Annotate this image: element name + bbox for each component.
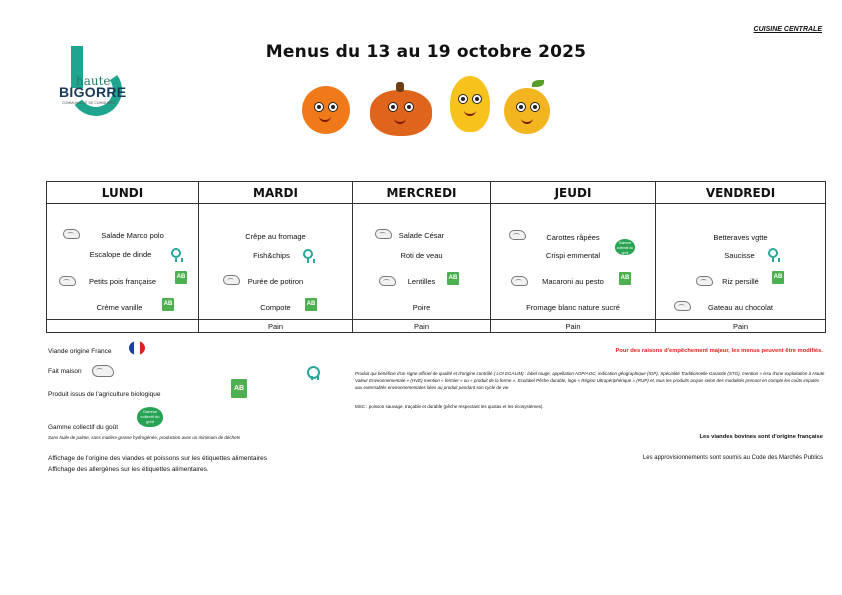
bovines-note: Les viandes bovines sont d'origine française [699, 434, 823, 440]
bread-row-divider [199, 319, 352, 320]
day-header-mardi: MARDI [199, 182, 353, 204]
apple-icon [504, 88, 550, 134]
bread-label: Pain [413, 322, 429, 331]
day-column-lundi [47, 204, 199, 333]
dish-dessert: Poire [412, 303, 431, 312]
dish-dessert: Gateau au chocolat [707, 303, 774, 312]
legend-gamme-note: Sans huile de palme, sans matière grasse hydrogénée, production avec un minimum de déchets [48, 435, 241, 440]
dish-starter: Salade Marco polo [101, 231, 164, 240]
dish-starter: Betteraves vgtte [713, 233, 768, 242]
orange-icon [302, 86, 350, 134]
day-column-mercredi [353, 204, 491, 333]
gout-collectif-icon: Gamme collectif du goût [616, 241, 634, 255]
logo-bigorre: BIGORRE [59, 84, 127, 100]
quality-label-icon [303, 249, 313, 259]
dish-side: Petits pois française [88, 277, 157, 286]
day-header-jeudi: JEUDI [491, 182, 656, 204]
fruit-illustration [292, 70, 560, 142]
dish-side: Purée de potiron [247, 277, 304, 286]
organic-ab-icon: AB [305, 298, 317, 311]
logo-subtitle: COMMUNAUTÉ DE COMMUNES [62, 101, 116, 105]
kitchen-label: CUISINE CENTRALE [753, 26, 822, 33]
organic-ab-icon: AB [772, 271, 784, 284]
day-column-vendredi [656, 204, 826, 333]
organic-ab-icon: AB [162, 298, 174, 311]
mango-icon [450, 76, 490, 132]
quality-label-icon [171, 248, 181, 258]
legend-gamme-gout: Gamme collectif du goût [48, 424, 119, 431]
quality-label-icon [307, 366, 320, 379]
day-header-vendredi: VENDREDI [656, 182, 826, 204]
dish-side: Riz persillé [722, 277, 759, 286]
menu-table [46, 181, 826, 333]
dish-dessert: Crème vanille [96, 303, 143, 312]
msc-note: MSC : poisson sauvage, traçable et durable (pêche respectant les quotas et les écosystèmes). [355, 404, 544, 409]
organic-ab-icon: AB [231, 379, 247, 398]
organic-ab-icon: AB [447, 272, 459, 285]
bread-row-divider [656, 319, 825, 320]
logo-haute: haute [76, 74, 111, 88]
bread-label: Pain [732, 322, 748, 331]
dish-dessert: Compote [260, 303, 291, 312]
dish-side: Macaroni au pesto [542, 277, 604, 286]
pumpkin-stem-icon [396, 82, 404, 92]
dish-starter: Carottes râpées [546, 233, 600, 242]
warning-note: Pour des raisons d'empêchement majeur, les menus peuvent être modifiés. [615, 348, 823, 354]
dish-main: Crispi emmental [545, 251, 601, 260]
marches-note: Les approvisionnements sont soumis au Code des Marchés Publics [642, 455, 823, 461]
france-flag-icon [129, 341, 145, 355]
bread-label: Pain [267, 322, 283, 331]
egalim-note: Produit qui bénéficie d'un signe officiel de qualité et d'origine contrôlé ( LOI EGALIM) : label rouge, appellation AOP/AOC, indication géographique (IGP), Spécialité Traditionnelle Garantie (STG), mention « issu d'une exploitation à Haute Valeur Environnementale » (HVE) mention « fermier » ou « produit de la ferme », Ecolabel Pêche durable, logo « Région Ultrapériphérique » (RUP) et, tous les produits acquis selon des modalités prenant en compte les coûts imputés aux externalités environnementales liées au produit pendant son cycle de vie. [355, 371, 825, 390]
page-title: Menus du 13 au 19 octobre 2025 [265, 42, 587, 62]
day-column-jeudi [491, 204, 656, 333]
organic-ab-icon: AB [175, 271, 187, 284]
day-header-mercredi: MERCREDI [353, 182, 491, 204]
leaf-icon [532, 80, 544, 87]
legend-viande-france: Viande origine France [48, 348, 112, 355]
dish-main: Fish&chips [253, 251, 290, 260]
legend-bio: Produit issus de l'agriculture biologique [48, 391, 161, 398]
bread-row-divider [47, 319, 198, 320]
legend-fait-maison: Fait maison [48, 368, 82, 375]
quality-label-icon [768, 248, 778, 258]
organic-ab-icon: AB [619, 272, 631, 285]
dish-main: Roti de veau [400, 251, 443, 260]
day-header-lundi: LUNDI [47, 182, 199, 204]
dish-dessert: Fromage blanc nature sucré [526, 303, 620, 312]
dish-starter: Crêpe au fromage [245, 232, 306, 241]
dish-main: Saucisse [724, 251, 755, 260]
dish-main: Escalope de dinde [89, 250, 152, 259]
dish-side: Lentilles [407, 277, 436, 286]
legend-affichage-allergenes: Affichage des allergènes sur les étiquettes alimentaires. [48, 466, 209, 473]
dish-starter: Salade César [398, 231, 445, 240]
bread-row-divider [491, 319, 655, 320]
homemade-icon [92, 365, 114, 377]
day-column-mardi [199, 204, 353, 333]
gout-collectif-icon: Gamme collectif du goût [137, 407, 163, 427]
legend-affichage-origine: Affichage de l'origine des viandes et poissons sur les étiquettes alimentaires [48, 455, 267, 462]
pumpkin-icon [370, 90, 432, 136]
bread-row-divider [353, 319, 490, 320]
bread-label: Pain [565, 322, 581, 331]
